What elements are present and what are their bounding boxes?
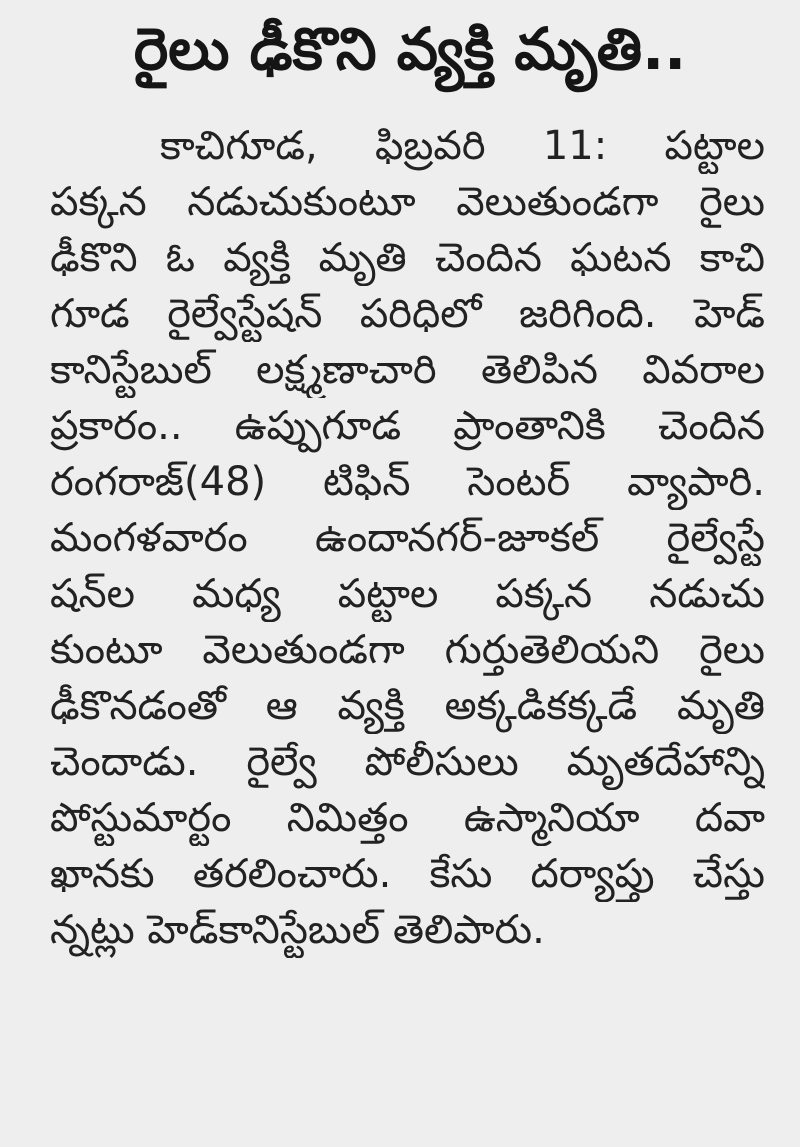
article-line: కుంటూ వెలుతుండగా గుర్తుతెలియని రైలు	[50, 627, 765, 673]
article-line: మంగళవారం ఉందానగర్-జూకల్ రైల్వేస్టే	[50, 515, 765, 561]
article-line: షన్‌ల మధ్య పట్టాల పక్కన నడుచు	[50, 571, 765, 617]
article-line: గూడ రైల్వేస్టేషన్ పరిధిలో జరిగింది. హెడ్	[50, 291, 765, 337]
article-line: న్నట్లు హెడ్‌కానిస్టేబుల్ తెలిపారు.	[50, 907, 545, 953]
article-line: ప్రకారం.. ఉప్పుగూడ ప్రాంతానికి చెందిన	[50, 403, 765, 449]
article-body	[50, 118, 765, 958]
article-line: ఖానకు తరలించారు. కేసు దర్యాప్తు చేస్తు	[50, 851, 765, 897]
article-line: కానిస్టేబుల్ లక్ష్మణాచారి తెలిపిన వివరాల	[50, 347, 765, 393]
article-line: పక్కన నడుచుకుంటూ వెలుతుండగా రైలు	[50, 179, 765, 225]
article-line: పోస్టుమార్టం నిమిత్తం ఉస్మానియా దవా	[50, 795, 765, 841]
article-line: రంగరాజ్(48) టిఫిన్ సెంటర్ వ్యాపారి.	[50, 459, 765, 505]
article-line: కాచిగూడ, ఫిబ్రవరి 11: పట్టాల	[160, 123, 765, 169]
article-line: ఢీకొనడంతో ఆ వ్యక్తి అక్కడికక్కడే మృతి	[50, 683, 765, 729]
article-line: ఢీకొని ఓ వ్యక్తి మృతి చెందిన ఘటన కాచి	[50, 235, 765, 281]
article-line: చెందాడు. రైల్వే పోలీసులు మృతదేహాన్ని	[50, 739, 765, 785]
article-headline: రైలు ఢీకొని వ్యక్తి మృతి..	[133, 15, 687, 83]
